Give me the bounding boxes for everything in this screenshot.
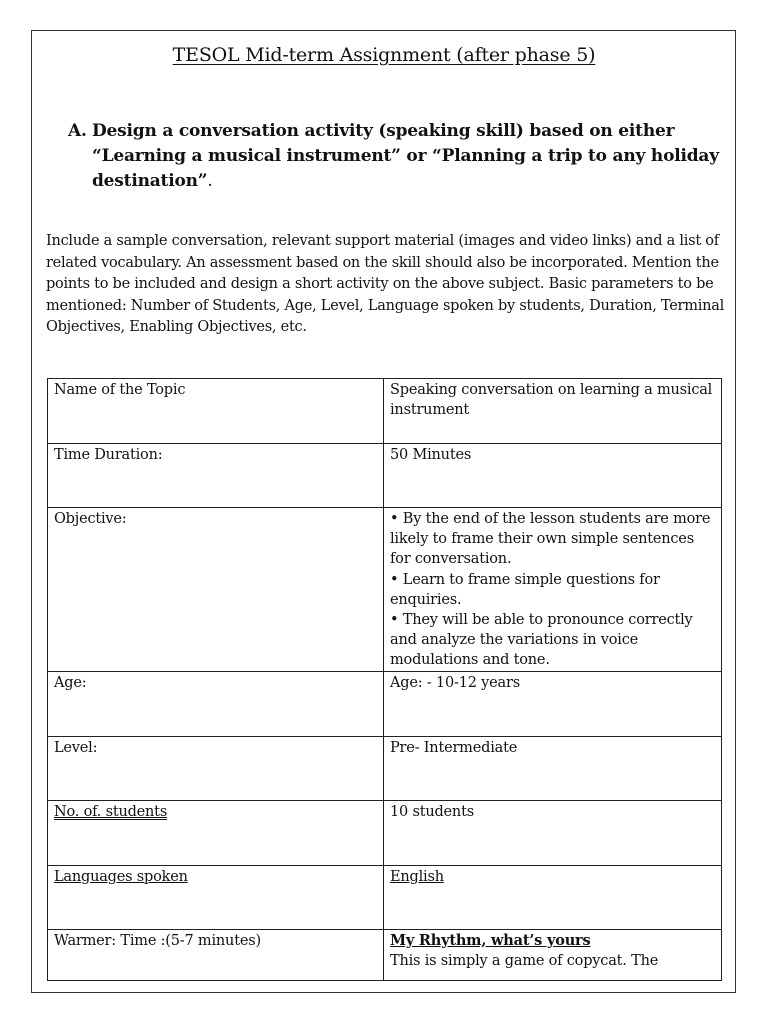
intro-paragraph: Include a sample conversation, relevant support material (images and video links) and a list of related vocabulary. An assessment based on the skill should also be incorporated. Mention the points to be included and design a short activity on the above subject. Basic parameters to be mentioned: Number of Students, Age, Level, Language spoken by students, Duration, Terminal Objectives, Enabling Objectives, etc. [46,233,724,335]
document-title: TESOL Mid-term Assignment (after phase 5) [172,44,596,66]
table-row [48,444,722,508]
section-a-text [92,119,728,194]
duration-value: 50 Minutes [384,444,722,508]
level-label: Level: [48,736,384,800]
level-value: Pre- Intermediate [384,736,722,800]
students-label-text: No. of. students [54,803,168,820]
table-row [48,508,722,672]
section-a-body: Design a conversation activity (speaking skill) based on either “Learning a musical instrument” or “Planning a trip to any holiday destination” [92,121,719,191]
section-a-marker: A. [68,121,87,141]
table-row [48,929,722,980]
languages-label-text: Languages spoken [54,868,188,885]
topic-label: Name of the Topic [48,379,384,444]
warmer-label: Warmer: Time :(5-7 minutes) [48,929,384,980]
objective-bullet: • Learn to frame simple questions for enquiries. [390,571,660,608]
warmer-text: This is simply a game of copycat. The [390,952,659,969]
students-value: 10 students [384,800,722,865]
students-label [48,800,384,865]
table-row [48,865,722,929]
languages-value-text: English [390,868,444,885]
table-row [48,736,722,800]
warmer-content [390,931,715,979]
objective-value [384,508,722,672]
lesson-plan-table [47,378,722,981]
table-row [48,379,722,444]
objective-bullet: • They will be able to pronounce correctly and analyze the variations in voice modulations and tone. [390,612,693,669]
age-label: Age: [48,671,384,736]
age-value: Age: - 10-12 years [384,671,722,736]
topic-value: Speaking conversation on learning a musical instrument [384,379,722,444]
objective-bullet: • By the end of the lesson students are more likely to frame their own simple sentences for conversation. [390,511,711,568]
section-a [68,119,728,194]
languages-label [48,865,384,929]
duration-label: Time Duration: [48,444,384,508]
table-row [48,671,722,736]
warmer-value [384,929,722,980]
section-a-period: . [207,171,213,191]
languages-value [384,865,722,929]
objective-label: Objective: [48,508,384,672]
table-row [48,800,722,865]
warmer-heading: My Rhythm, what’s yours [390,931,591,949]
